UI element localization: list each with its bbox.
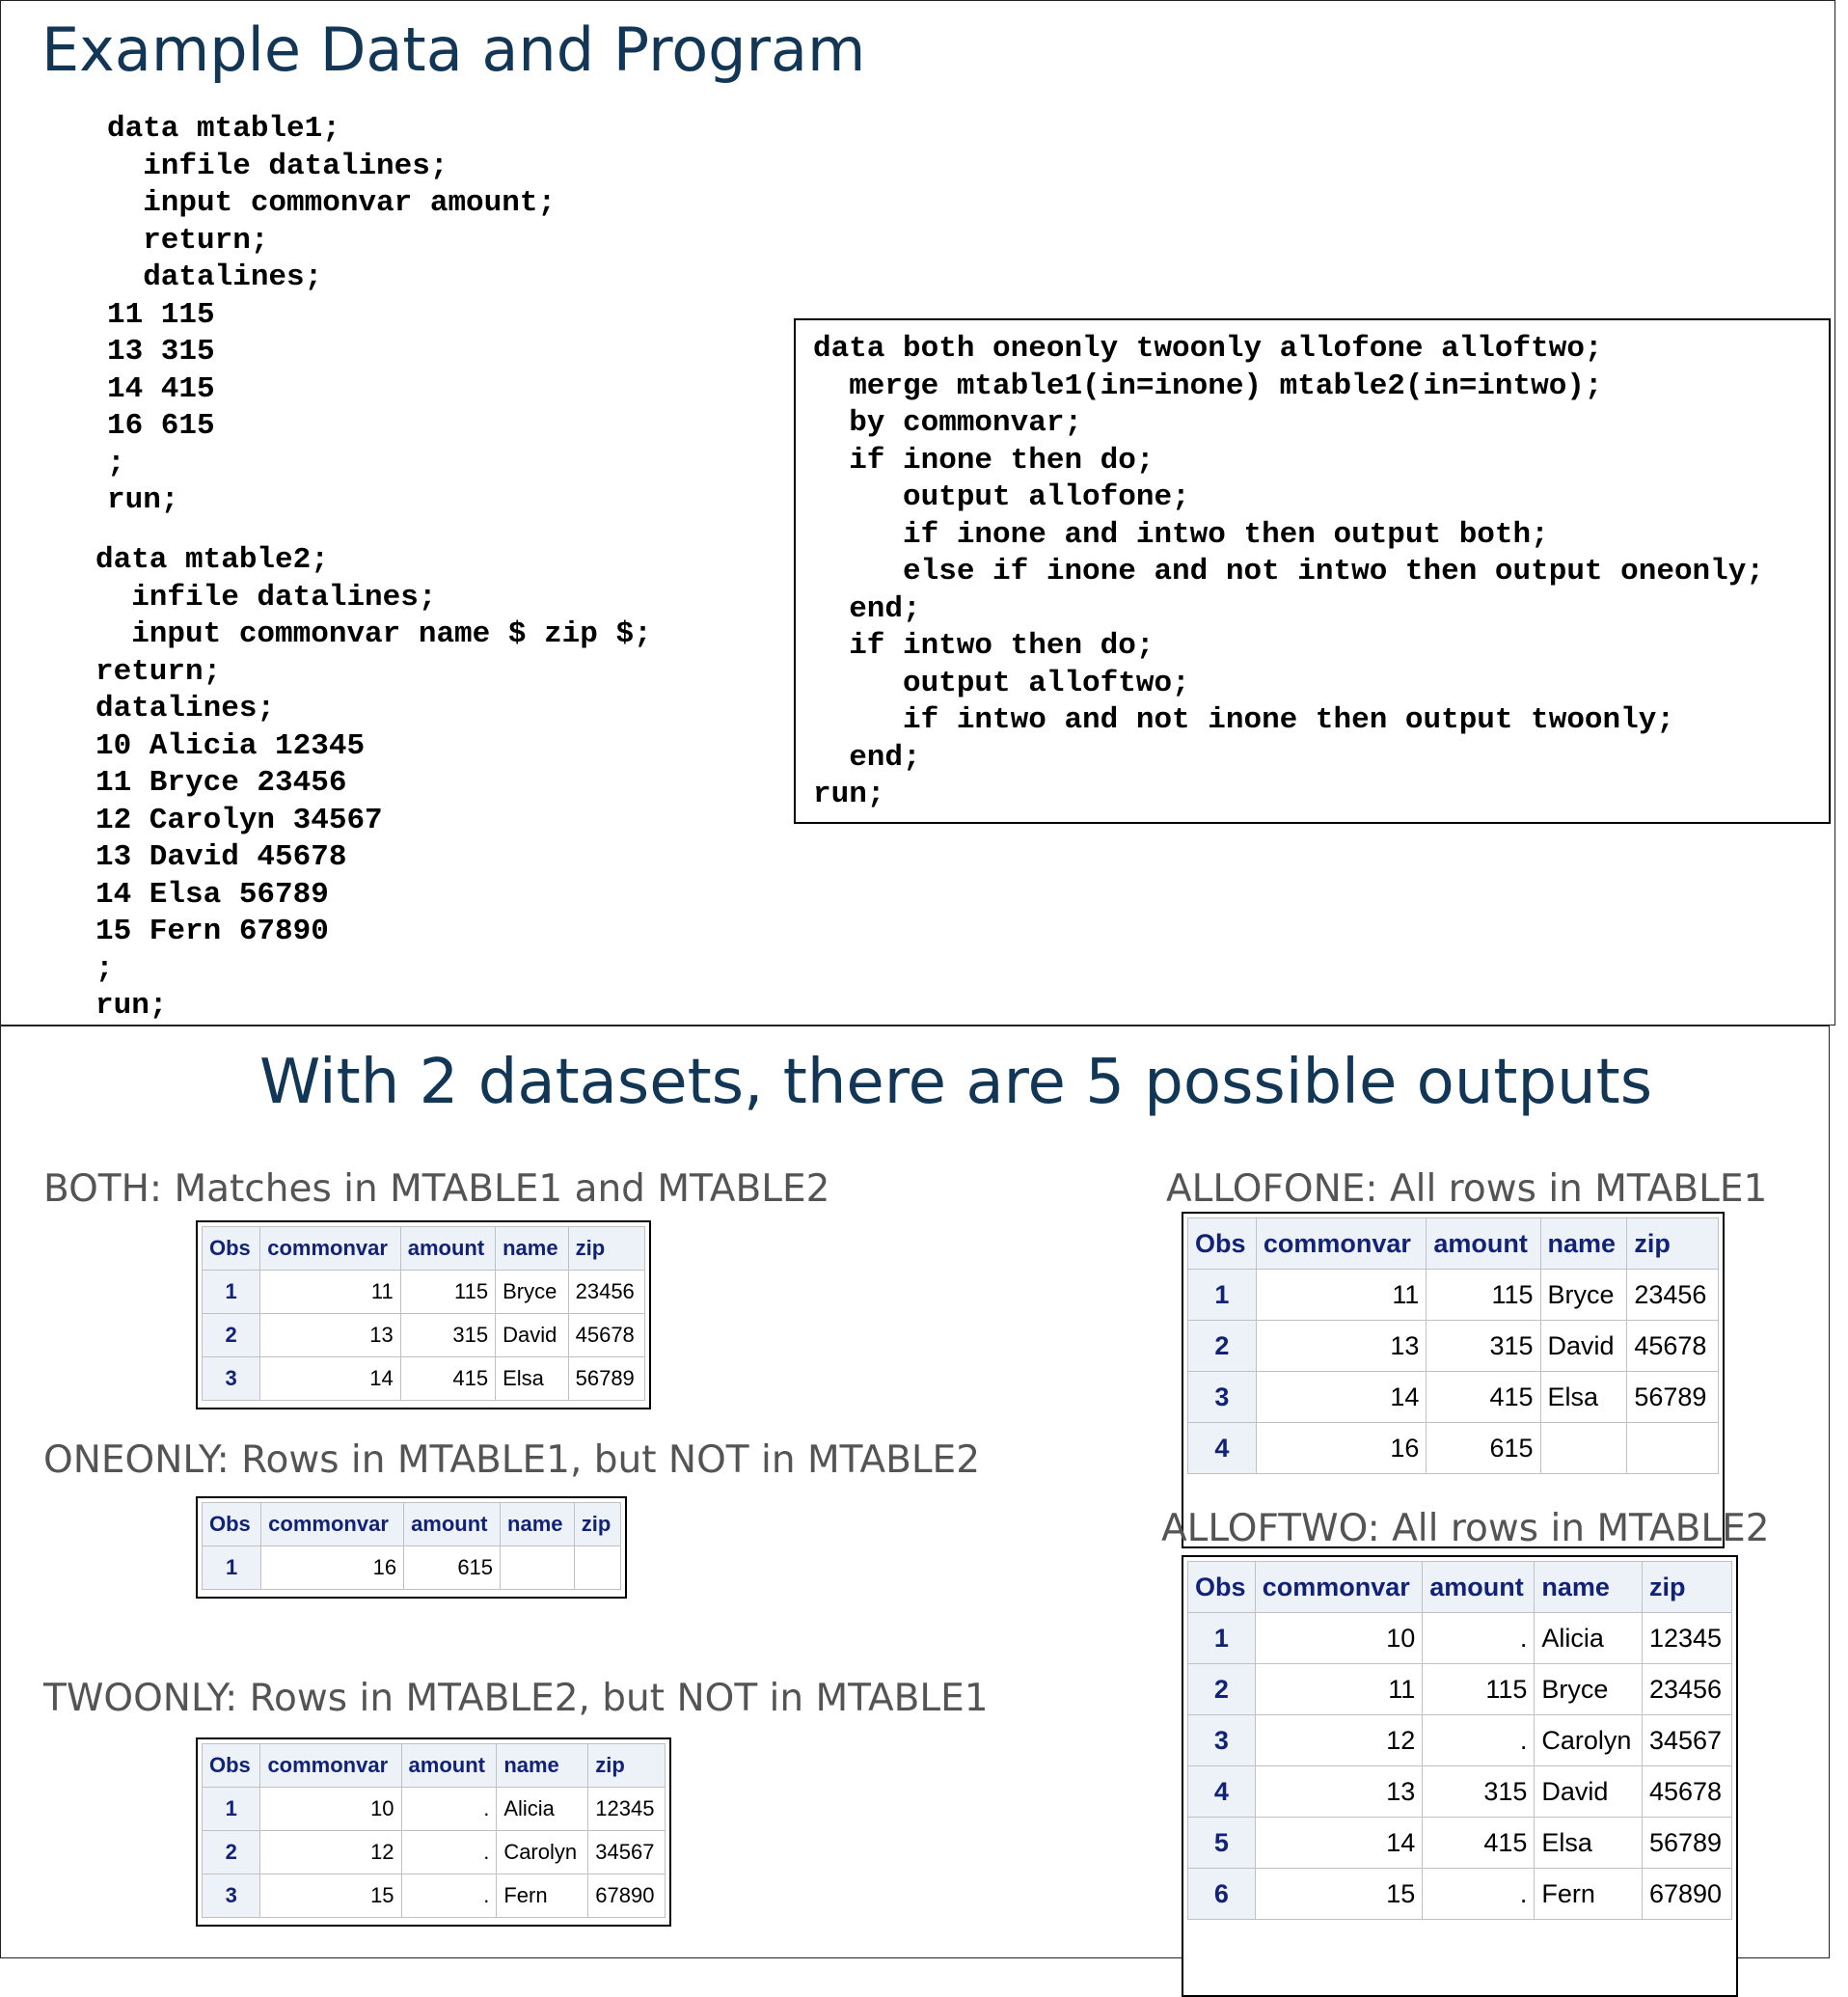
- cell-name: Elsa: [1540, 1372, 1627, 1423]
- column-header-obs: Obs: [1188, 1218, 1257, 1270]
- cell-obs: 3: [203, 1874, 260, 1918]
- column-header-obs: Obs: [1188, 1562, 1256, 1613]
- cell-amount: .: [401, 1831, 497, 1874]
- cell-commonvar: 12: [260, 1831, 401, 1874]
- column-header-zip: zip: [574, 1503, 620, 1546]
- table-row: [203, 1314, 645, 1357]
- cell-commonvar: 13: [1256, 1321, 1426, 1372]
- table-row: [1188, 1818, 1732, 1869]
- cell-amount: 415: [1423, 1818, 1535, 1869]
- cell-amount: .: [401, 1874, 497, 1918]
- cell-name: Carolyn: [1535, 1715, 1643, 1766]
- table-both: [202, 1226, 645, 1401]
- cell-obs: 4: [1188, 1423, 1257, 1474]
- cell-commonvar: 11: [1255, 1664, 1423, 1715]
- table-header-row: [1188, 1218, 1719, 1270]
- cell-obs: 2: [1188, 1664, 1256, 1715]
- column-header-name: name: [1540, 1218, 1627, 1270]
- table-row: [203, 1831, 666, 1874]
- column-header-zip: zip: [1642, 1562, 1731, 1613]
- table-row: [203, 1546, 621, 1590]
- cell-name: Bryce: [1535, 1664, 1643, 1715]
- table-row: [1188, 1715, 1732, 1766]
- cell-obs: 6: [1188, 1869, 1256, 1920]
- table-oneonly: [202, 1502, 621, 1590]
- cell-name: [1540, 1423, 1627, 1474]
- cell-commonvar: 15: [260, 1874, 401, 1918]
- cell-amount: 615: [1427, 1423, 1540, 1474]
- merge-code-box: [794, 318, 1831, 824]
- cell-amount: 315: [1423, 1766, 1535, 1818]
- cell-commonvar: 11: [260, 1271, 401, 1314]
- cell-zip: 56789: [1642, 1818, 1731, 1869]
- column-header-amount: amount: [400, 1227, 495, 1271]
- cell-name: Elsa: [1535, 1818, 1643, 1869]
- cell-name: Bryce: [496, 1271, 569, 1314]
- cell-amount: 415: [400, 1357, 495, 1401]
- column-header-zip: zip: [1627, 1218, 1719, 1270]
- column-header-amount: amount: [401, 1744, 497, 1788]
- table-row: [203, 1357, 645, 1401]
- table-row: [1188, 1869, 1732, 1920]
- cell-obs: 2: [203, 1314, 260, 1357]
- heading-allofone: ALLOFONE: All rows in MTABLE1: [1166, 1167, 1768, 1211]
- column-header-obs: Obs: [203, 1744, 260, 1788]
- cell-amount: 315: [400, 1314, 495, 1357]
- column-header-name: name: [497, 1744, 588, 1788]
- column-header-commonvar: commonvar: [260, 1744, 401, 1788]
- cell-obs: 3: [1188, 1372, 1257, 1423]
- table-frame-allofone: [1182, 1212, 1725, 1548]
- cell-commonvar: 14: [1255, 1818, 1423, 1869]
- cell-obs: 1: [1188, 1270, 1257, 1321]
- cell-amount: .: [1423, 1869, 1535, 1920]
- cell-amount: 315: [1427, 1321, 1540, 1372]
- cell-obs: 2: [1188, 1321, 1257, 1372]
- table-row: [1188, 1766, 1732, 1818]
- code-mtable2: data mtable2; infile datalines; input commonvar name $ zip $; return; datalines; 10 Alicia 12345 11 Bryce 23456 12 Carolyn 34567 13 David 45678 14 Elsa 56789 15 Fern 67890 ; run;: [95, 543, 652, 1023]
- column-header-commonvar: commonvar: [260, 1227, 401, 1271]
- cell-obs: 1: [203, 1788, 260, 1831]
- column-header-commonvar: commonvar: [261, 1503, 404, 1546]
- table-row: [1188, 1613, 1732, 1664]
- heading-oneonly: ONEONLY: Rows in MTABLE1, but NOT in MTABLE2: [43, 1438, 981, 1482]
- cell-obs: 2: [203, 1831, 260, 1874]
- column-header-zip: zip: [568, 1227, 644, 1271]
- cell-zip: 34567: [1642, 1715, 1731, 1766]
- cell-name: Elsa: [496, 1357, 569, 1401]
- cell-zip: 23456: [1627, 1270, 1719, 1321]
- cell-commonvar: 14: [1256, 1372, 1426, 1423]
- slide2-title: With 2 datasets, there are 5 possible outputs: [259, 1047, 1653, 1118]
- cell-commonvar: 15: [1255, 1869, 1423, 1920]
- column-header-name: name: [1535, 1562, 1643, 1613]
- table-header-row: [1188, 1562, 1732, 1613]
- heading-both: BOTH: Matches in MTABLE1 and MTABLE2: [43, 1167, 830, 1211]
- cell-zip: 12345: [588, 1788, 666, 1831]
- cell-obs: 1: [203, 1546, 261, 1590]
- cell-obs: 3: [1188, 1715, 1256, 1766]
- heading-alloftwo: ALLOFTWO: All rows in MTABLE2: [1161, 1507, 1770, 1550]
- column-header-amount: amount: [404, 1503, 501, 1546]
- cell-name: Fern: [1535, 1869, 1643, 1920]
- cell-zip: 45678: [1642, 1766, 1731, 1818]
- table-row: [203, 1788, 666, 1831]
- table-row: [1188, 1664, 1732, 1715]
- cell-commonvar: 12: [1255, 1715, 1423, 1766]
- cell-amount: .: [1423, 1715, 1535, 1766]
- code-merge: data both oneonly twoonly allofone alloftwo; merge mtable1(in=inone) mtable2(in=intwo); by commonvar; if inone then do; output allofone; if inone and intwo then output both; else if inone and not intwo then output oneonly; end; if intwo then do; output alloftwo; if intwo and not inone then output twoonly; end; run;: [813, 332, 1764, 811]
- column-header-commonvar: commonvar: [1255, 1562, 1423, 1613]
- cell-zip: 45678: [1627, 1321, 1719, 1372]
- cell-amount: 115: [1423, 1664, 1535, 1715]
- cell-amount: 115: [400, 1271, 495, 1314]
- cell-amount: 115: [1427, 1270, 1540, 1321]
- cell-zip: [574, 1546, 620, 1590]
- cell-name: Carolyn: [497, 1831, 588, 1874]
- table-row: [203, 1874, 666, 1918]
- cell-amount: 415: [1427, 1372, 1540, 1423]
- cell-obs: 3: [203, 1357, 260, 1401]
- cell-zip: 23456: [1642, 1664, 1731, 1715]
- column-header-amount: amount: [1427, 1218, 1540, 1270]
- table-row: [1188, 1372, 1719, 1423]
- cell-name: Alicia: [497, 1788, 588, 1831]
- cell-commonvar: 10: [260, 1788, 401, 1831]
- table-row: [1188, 1423, 1719, 1474]
- table-row: [1188, 1270, 1719, 1321]
- column-header-name: name: [501, 1503, 575, 1546]
- cell-zip: 45678: [568, 1314, 644, 1357]
- table-frame-alloftwo: [1182, 1555, 1738, 1997]
- table-row: [1188, 1321, 1719, 1372]
- cell-commonvar: 10: [1255, 1613, 1423, 1664]
- cell-zip: 56789: [1627, 1372, 1719, 1423]
- table-header-row: [203, 1503, 621, 1546]
- cell-zip: 12345: [1642, 1613, 1731, 1664]
- column-header-amount: amount: [1423, 1562, 1535, 1613]
- column-header-commonvar: commonvar: [1256, 1218, 1426, 1270]
- cell-obs: 1: [203, 1271, 260, 1314]
- cell-obs: 5: [1188, 1818, 1256, 1869]
- cell-amount: .: [401, 1788, 497, 1831]
- cell-name: Alicia: [1535, 1613, 1643, 1664]
- column-header-zip: zip: [588, 1744, 666, 1788]
- cell-zip: 67890: [588, 1874, 666, 1918]
- table-frame-twoonly: [196, 1737, 671, 1927]
- cell-commonvar: 16: [261, 1546, 404, 1590]
- column-header-obs: Obs: [203, 1503, 261, 1546]
- cell-zip: 23456: [568, 1271, 644, 1314]
- cell-name: David: [496, 1314, 569, 1357]
- cell-zip: 34567: [588, 1831, 666, 1874]
- cell-obs: 1: [1188, 1613, 1256, 1664]
- cell-name: David: [1540, 1321, 1627, 1372]
- cell-zip: [1627, 1423, 1719, 1474]
- table-frame-oneonly: [196, 1496, 627, 1599]
- table-header-row: [203, 1744, 666, 1788]
- cell-commonvar: 16: [1256, 1423, 1426, 1474]
- cell-name: Fern: [497, 1874, 588, 1918]
- table-alloftwo: [1187, 1561, 1732, 1920]
- cell-name: [501, 1546, 575, 1590]
- cell-commonvar: 13: [260, 1314, 401, 1357]
- table-frame-both: [196, 1220, 651, 1409]
- table-row: [203, 1271, 645, 1314]
- table-allofone: [1187, 1217, 1719, 1474]
- cell-amount: 615: [404, 1546, 501, 1590]
- code-mtable1: data mtable1; infile datalines; input commonvar amount; return; datalines; 11 115 13 315 14 415 16 615 ; run;: [107, 112, 557, 517]
- cell-name: Bryce: [1540, 1270, 1627, 1321]
- cell-commonvar: 13: [1255, 1766, 1423, 1818]
- cell-commonvar: 11: [1256, 1270, 1426, 1321]
- column-header-name: name: [496, 1227, 569, 1271]
- cell-zip: 56789: [568, 1357, 644, 1401]
- slide1-title: Example Data and Program: [41, 14, 866, 85]
- heading-twoonly: TWOONLY: Rows in MTABLE2, but NOT in MTABLE1: [43, 1677, 989, 1720]
- column-header-obs: Obs: [203, 1227, 260, 1271]
- table-header-row: [203, 1227, 645, 1271]
- cell-obs: 4: [1188, 1766, 1256, 1818]
- cell-name: David: [1535, 1766, 1643, 1818]
- table-twoonly: [202, 1743, 666, 1918]
- slide-five-outputs: [0, 1026, 1830, 1958]
- cell-amount: .: [1423, 1613, 1535, 1664]
- cell-zip: 67890: [1642, 1869, 1731, 1920]
- cell-commonvar: 14: [260, 1357, 401, 1401]
